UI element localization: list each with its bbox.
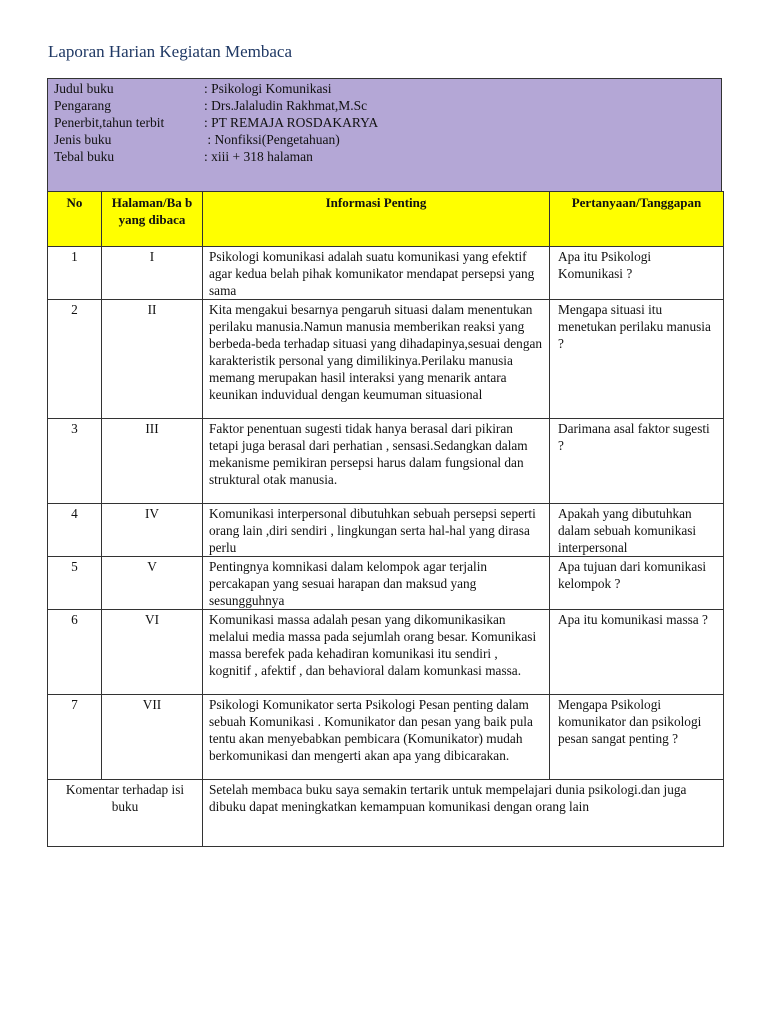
cell-bab: III [102, 419, 203, 504]
info-row-tebal [54, 148, 313, 165]
cell-bab: I [102, 247, 203, 300]
table-row [48, 247, 724, 300]
cell-bab: VII [102, 695, 203, 780]
cell-no: 1 [48, 247, 102, 300]
info-label: Tebal buku [54, 149, 115, 164]
cell-tanya: Darimana asal faktor sugesti ? [550, 419, 724, 504]
komentar-row [48, 780, 724, 847]
info-value: : PT REMAJA ROSDAKARYA [204, 115, 379, 130]
info-value: : Nonfiksi(Pengetahuan) [204, 132, 340, 147]
table-row [48, 300, 724, 419]
cell-info: Komunikasi massa adalah pesan yang dikomunikasikan melalui media massa pada sejumlah orang besar. Komunikasi massa berefek pada kehadiran komunikasi itu sendiri , kognitif , afektif , dan behavioral dalam komunkasi massa. [203, 610, 550, 695]
cell-no: 6 [48, 610, 102, 695]
komentar-label: Komentar terhadap isi buku [48, 780, 203, 847]
cell-no: 2 [48, 300, 102, 419]
cell-info: Faktor penentuan sugesti tidak hanya berasal dari pikiran tetapi juga berasal dari perhatian , sensasi.Sedangkan dalam mekanisme pemikiran persepsi harus dalam fungsional dan struktural otak manusia. [203, 419, 550, 504]
info-label: Judul buku [54, 81, 114, 96]
info-row-pengarang [54, 97, 367, 114]
cell-no: 4 [48, 504, 102, 557]
table-row [48, 557, 724, 610]
table-row [48, 695, 724, 780]
info-row-penerbit [54, 114, 378, 131]
cell-info: Kita mengakui besarnya pengaruh situasi dalam menentukan perilaku manusia.Namun manusia memberikan reaksi yang berbeda-beda terhadap situasi yang dihadapinya,sesuai dengan karakteristik personal yang dimilikinya.Perilaku manusia memang merupakan hasil interaksi yang menarik antara keunikan induvidual dengan keumuman situasional [203, 300, 550, 419]
cell-bab: V [102, 557, 203, 610]
cell-tanya: Apa itu komunikasi massa ? [550, 610, 724, 695]
book-info-panel [47, 78, 722, 191]
table-row [48, 419, 724, 504]
cell-tanya: Apa itu Psikologi Komunikasi ? [550, 247, 724, 300]
cell-bab: IV [102, 504, 203, 557]
header-halaman: Halaman/Ba b yang dibaca [102, 192, 203, 247]
info-value: : xiii + 318 halaman [204, 149, 313, 164]
cell-info: Psikologi komunikasi adalah suatu komunikasi yang efektif agar kedua belah pihak komunikator mendapat persepsi yang sama [203, 247, 550, 300]
info-value: : Drs.Jalaludin Rakhmat,M.Sc [204, 98, 368, 113]
info-label: Pengarang [54, 98, 111, 113]
header-pertanyaan: Pertanyaan/Tanggapan [550, 192, 724, 247]
table-row [48, 610, 724, 695]
cell-tanya: Apa tujuan dari komunikasi kelompok ? [550, 557, 724, 610]
info-label: Penerbit,tahun terbit [54, 115, 165, 130]
info-row-jenis [54, 131, 340, 148]
cell-tanya: Mengapa Psikologi komunikator dan psikologi pesan sangat penting ? [550, 695, 724, 780]
info-label: Jenis buku [54, 132, 112, 147]
page-title: Laporan Harian Kegiatan Membaca [48, 42, 293, 61]
info-row-judul [54, 80, 332, 97]
cell-no: 7 [48, 695, 102, 780]
table-header-row [48, 192, 724, 247]
cell-tanya: Mengapa situasi itu menetukan perilaku manusia ? [550, 300, 724, 419]
cell-no: 3 [48, 419, 102, 504]
cell-tanya: Apakah yang dibutuhkan dalam sebuah komunikasi interpersonal [550, 504, 724, 557]
komentar-text: Setelah membaca buku saya semakin tertarik untuk mempelajari dunia psikologi.dan juga dibuku dapat meningkatkan kemampuan komunikasi dengan orang lain [203, 780, 724, 847]
header-no: No [48, 192, 102, 247]
table-row [48, 504, 724, 557]
cell-bab: VI [102, 610, 203, 695]
cell-no: 5 [48, 557, 102, 610]
cell-bab: II [102, 300, 203, 419]
header-informasi: Informasi Penting [203, 192, 550, 247]
cell-info: Komunikasi interpersonal dibutuhkan sebuah persepsi seperti orang lain ,diri sendiri , lingkungan serta hal-hal yang dirasa perlu [203, 504, 550, 557]
cell-info: Psikologi Komunikator serta Psikologi Pesan penting dalam sebuah Komunikasi . Komunikator dan pesan yang baik pula tentu akan menyebabkan pembicara (Komunikator) mudah berkomunikasi dan mengerti akan apa yang dibicarakan. [203, 695, 550, 780]
cell-info: Pentingnya komnikasi dalam kelompok agar terjalin percakapan yang sesuai harapan dan maksud yang sesungguhnya [203, 557, 550, 610]
reading-log-table [47, 191, 724, 847]
info-value: : Psikologi Komunikasi [204, 81, 332, 96]
